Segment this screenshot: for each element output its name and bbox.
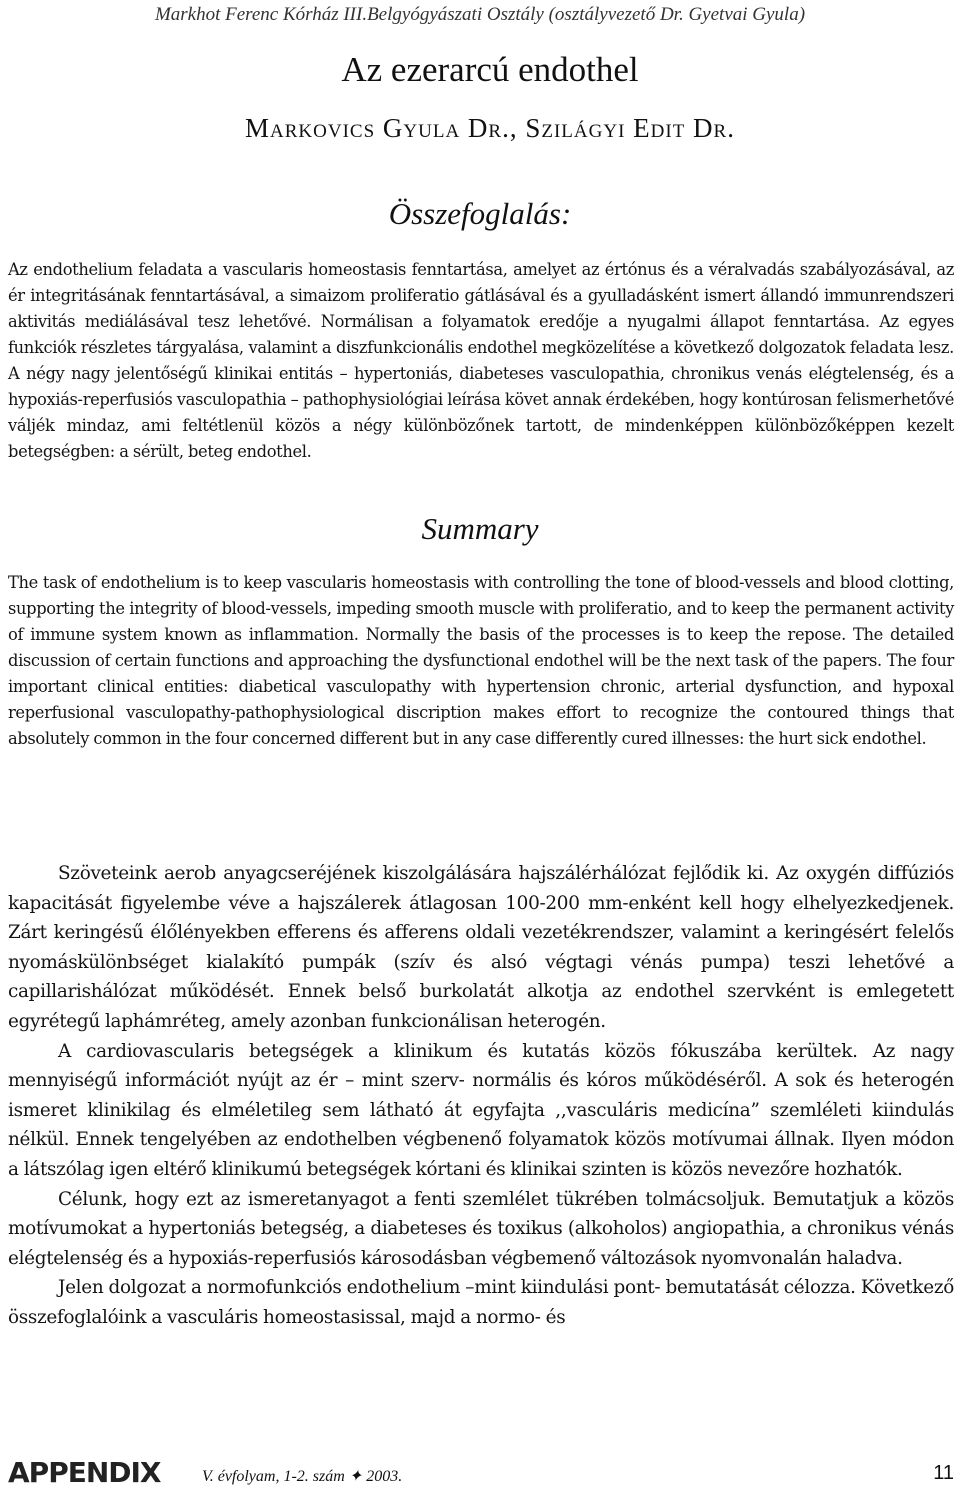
body-paragraph: A cardiovascularis betegségek a klinikum és kutatás közös fókuszába kerültek. Az nagy mennyiségű információt nyújt az ér – mint szerv- normális és kóros működéséről. A sok és heterogén ismeret klinikilag és elméletileg sem látható át egyfajta ,,vasculáris medicína” szemléleti kiindulás nélkül. Ennek tengelyében az endothelben végbenenő folyamatok közös motívumai állnak. Ilyen módon a látszólag igen eltérő klinikumú betegségek kórtani és klinikai szinten is közös nevezőre hozhatók. [8, 1040, 954, 1180]
body-paragraph: Célunk, hogy ezt az ismeretanyagot a fenti szemlélet tükrében tolmácsoljuk. Bemutatjuk a közös motívumokat a hypertoniás betegség, a diabeteses és toxikus (alkoholos) angiopathia, a chronikus vénás elégtelenség és a hypoxiás-reperfusiós károsodásban végbemenő változások nyomvonalán haladva. [8, 1188, 954, 1269]
body-text [8, 859, 954, 1333]
page-number: 11 [933, 1462, 954, 1484]
journal-logo: APPENDIX [8, 1456, 161, 1489]
body-paragraph: Szöveteink aerob anyagcseréjének kiszolgálására hajszálérhálózat fejlődik ki. Az oxygén diffúziós kapacitását figyelembe véve a hajszálerek átlagosan 100-200 mm-enként kell hogy elhelyezkedjenek. Zárt keringésű élőlényekben efferens és afferens oldali vezetékrendszer, valamint a keringésért felelős nyomáskülönbséget kialakító pumpák (szív és alsó végtagi vénás pumpa) teszi lehetővé a capillarishálózat működését. Ennek belső burkolatát alkotja az endothel szervként is emlegetett egyrétegű laphámréteg, amely azonban funkcionálisan heterogén. [8, 863, 954, 1032]
article-title: Az ezerarcú endothel [341, 50, 639, 89]
issue-info: V. évfolyam, 1-2. szám ✦ 2003. [202, 1468, 403, 1485]
running-header: Markhot Ferenc Kórház III.Belgyógyászati Osztály (osztályvezető Dr. Gyetvai Gyula) [154, 4, 806, 25]
summary-text: The task of endothelium is to keep vascularis homeostasis with controlling the tone of blood-vessels and blood clotting, supporting the integrity of blood-vessels, impeding smooth muscle with proliferatio, and to keep the permanent activity of immune system known as inflammation. Normally the basis of the processes is to keep the repose. The detailed discussion of certain functions and approaching the dysfunctional endothel will be the next task of the papers. The four important clinical entities: diabetical vasculopathy with hypertension chronic, arterial dysfunction, and hypoxal reperfusional vasculopathy-pathophysiological discription makes effort to recognize the contoured things that absolutely common in the four concerned different but in any case differently cured illnesses: the hurt sick endothel. [8, 573, 954, 748]
body-paragraph: Jelen dolgozat a normofunkciós endothelium –mint kiindulási pont- bemutatását célozza. Következő összefoglalóink a vasculáris homeostasissal, majd a normo- és [8, 1277, 954, 1328]
article-authors: Markovics Gyula Dr., Szilágyi Edit Dr. [245, 113, 735, 143]
abstract-heading: Összefoglalás: [388, 196, 572, 231]
abstract-text: Az endothelium feladata a vascularis homeostasis fenntartása, amelyet az értónus és a véralvadás szabályozásával, az ér integritásának fenntartásával, a simaizom proliferatio gátlásával és a gyulladásként ismert állandó immunrendszeri aktivitás mediálásával tesz lehetővé. Normálisan a folyamatok eredője a nyugalmi állapot fenntartása. Az egyes funkciók részletes tárgyalása, valamint a diszfunkcionális endothel megközelítése a következő dolgozatok feladata lesz. A négy nagy jelentőségű klinikai entitás – hypertoniás, diabeteses vasculopathia, chronikus venás elégtelenség, és a hypoxiás-reperfusiós vasculopathia – pathophysiológiai leírása követ annak érdekében, hogy kontúrosan felismerhetővé váljék mindaz, ami feltétlenül közös a négy különbözőnek tartott, de mindenképpen különbözőképpen kezelt betegségben: a sérült, beteg endothel. [8, 260, 954, 461]
summary-heading: Summary [421, 511, 539, 546]
